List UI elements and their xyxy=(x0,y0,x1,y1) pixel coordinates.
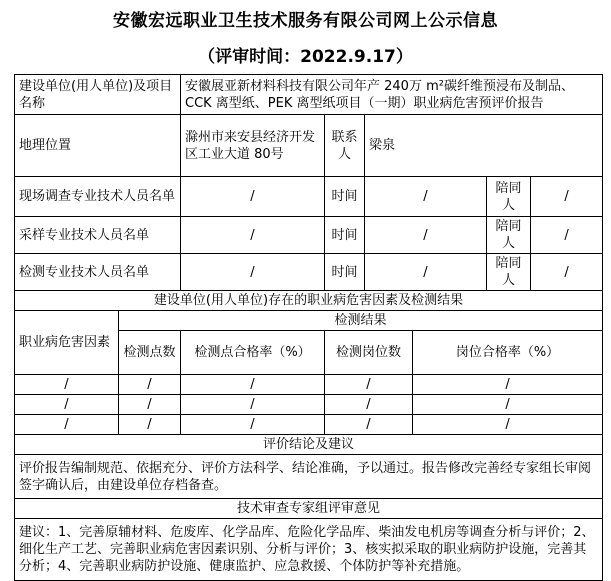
accompany-value: / xyxy=(531,177,603,217)
accompany-label: 陪同人 xyxy=(487,177,531,217)
contact-label: 联系人 xyxy=(325,115,365,177)
expert-row xyxy=(15,519,603,581)
factor-cell: / xyxy=(15,415,119,435)
data-cell: / xyxy=(325,395,413,415)
column-header: 检测点数 xyxy=(119,331,181,375)
accompany-value: / xyxy=(531,254,603,291)
time-value: / xyxy=(365,177,487,217)
conclusion-section-title: 评价结论及建议 xyxy=(15,435,603,455)
factor-label: 职业病危害因素 xyxy=(15,311,119,375)
factor-cell: / xyxy=(15,375,119,395)
data-cell: / xyxy=(119,415,181,435)
time-label: 时间 xyxy=(325,177,365,217)
time-label: 时间 xyxy=(325,217,365,254)
hazards-header-row xyxy=(15,311,603,331)
data-cell: / xyxy=(325,415,413,435)
data-cell: / xyxy=(119,395,181,415)
time-label: 时间 xyxy=(325,254,365,291)
personnel-names: / xyxy=(181,217,325,254)
results-label: 检测结果 xyxy=(119,311,603,331)
project-row xyxy=(15,75,603,115)
hazards-data-row xyxy=(15,375,603,395)
accompany-label: 陪同人 xyxy=(487,217,531,254)
data-cell: / xyxy=(413,375,603,395)
review-time: （评审时间：2022.9.17） xyxy=(198,47,413,67)
personnel-row xyxy=(15,177,603,217)
column-header: 检测点合格率（%） xyxy=(181,331,325,375)
location-row xyxy=(15,115,603,177)
time-value: / xyxy=(365,254,487,291)
unit-label: 建设单位(用人单位)及项目名称 xyxy=(15,75,181,115)
expert-section-title: 技术审查专家组评审意见 xyxy=(15,499,603,519)
data-cell: / xyxy=(325,375,413,395)
factor-cell: / xyxy=(15,395,119,415)
column-header: 检测岗位数 xyxy=(325,331,413,375)
personnel-row xyxy=(15,254,603,291)
data-cell: / xyxy=(181,415,325,435)
personnel-names: / xyxy=(181,254,325,291)
location-label: 地理位置 xyxy=(15,115,181,177)
info-table xyxy=(14,74,603,581)
location-value: 滁州市来安县经济开发区工业大道 80号 xyxy=(181,115,325,177)
conclusion-row xyxy=(15,455,603,499)
conclusion-text: 评价报告编制规范、依据充分、评价方法科学、结论准确，予以通过。报告修改完善经专家组长审阅签字确认后，由建设单位存档备查。 xyxy=(15,455,603,499)
unit-value: 安徽展亚新材料科技有限公司年产 240万 m²碳纤维预浸布及制品、CCK 离型纸、PEK 离型纸项目（一期）职业病危害预评价报告 xyxy=(181,75,603,115)
personnel-label: 现场调查专业技术人员名单 xyxy=(15,177,181,217)
hazards-section-row xyxy=(15,291,603,311)
personnel-label: 检测专业技术人员名单 xyxy=(15,254,181,291)
page-title: 安徽宏远职业卫生技术服务有限公司网上公示信息 xyxy=(113,11,498,31)
personnel-row xyxy=(15,217,603,254)
personnel-names: / xyxy=(181,177,325,217)
time-value: / xyxy=(365,217,487,254)
expert-text: 建议：1、完善原辅材料、危废库、化学品库、危险化学品库、柴油发电机房等调查分析与评价；2、细化生产工艺、完善职业病危害因素识别、分析与评价；3、核实拟采取的职业病防护设施，完善其分析；4、完善职业病防护设施、健康监护、应急救援、个体防护等补充措施。 xyxy=(15,519,603,581)
expert-section-row xyxy=(15,499,603,519)
data-cell: / xyxy=(181,395,325,415)
hazards-data-row xyxy=(15,395,603,415)
data-cell: / xyxy=(181,375,325,395)
accompany-value: / xyxy=(531,217,603,254)
data-cell: / xyxy=(413,395,603,415)
personnel-label: 采样专业技术人员名单 xyxy=(15,217,181,254)
hazards-data-row xyxy=(15,415,603,435)
data-cell: / xyxy=(413,415,603,435)
data-cell: / xyxy=(119,375,181,395)
accompany-label: 陪同人 xyxy=(487,254,531,291)
hazards-section-title: 建设单位(用人单位)存在的职业病危害因素及检测结果 xyxy=(15,291,603,311)
column-header: 岗位合格率（%） xyxy=(413,331,603,375)
conclusion-section-row xyxy=(15,435,603,455)
contact-value: 梁泉 xyxy=(365,115,603,177)
